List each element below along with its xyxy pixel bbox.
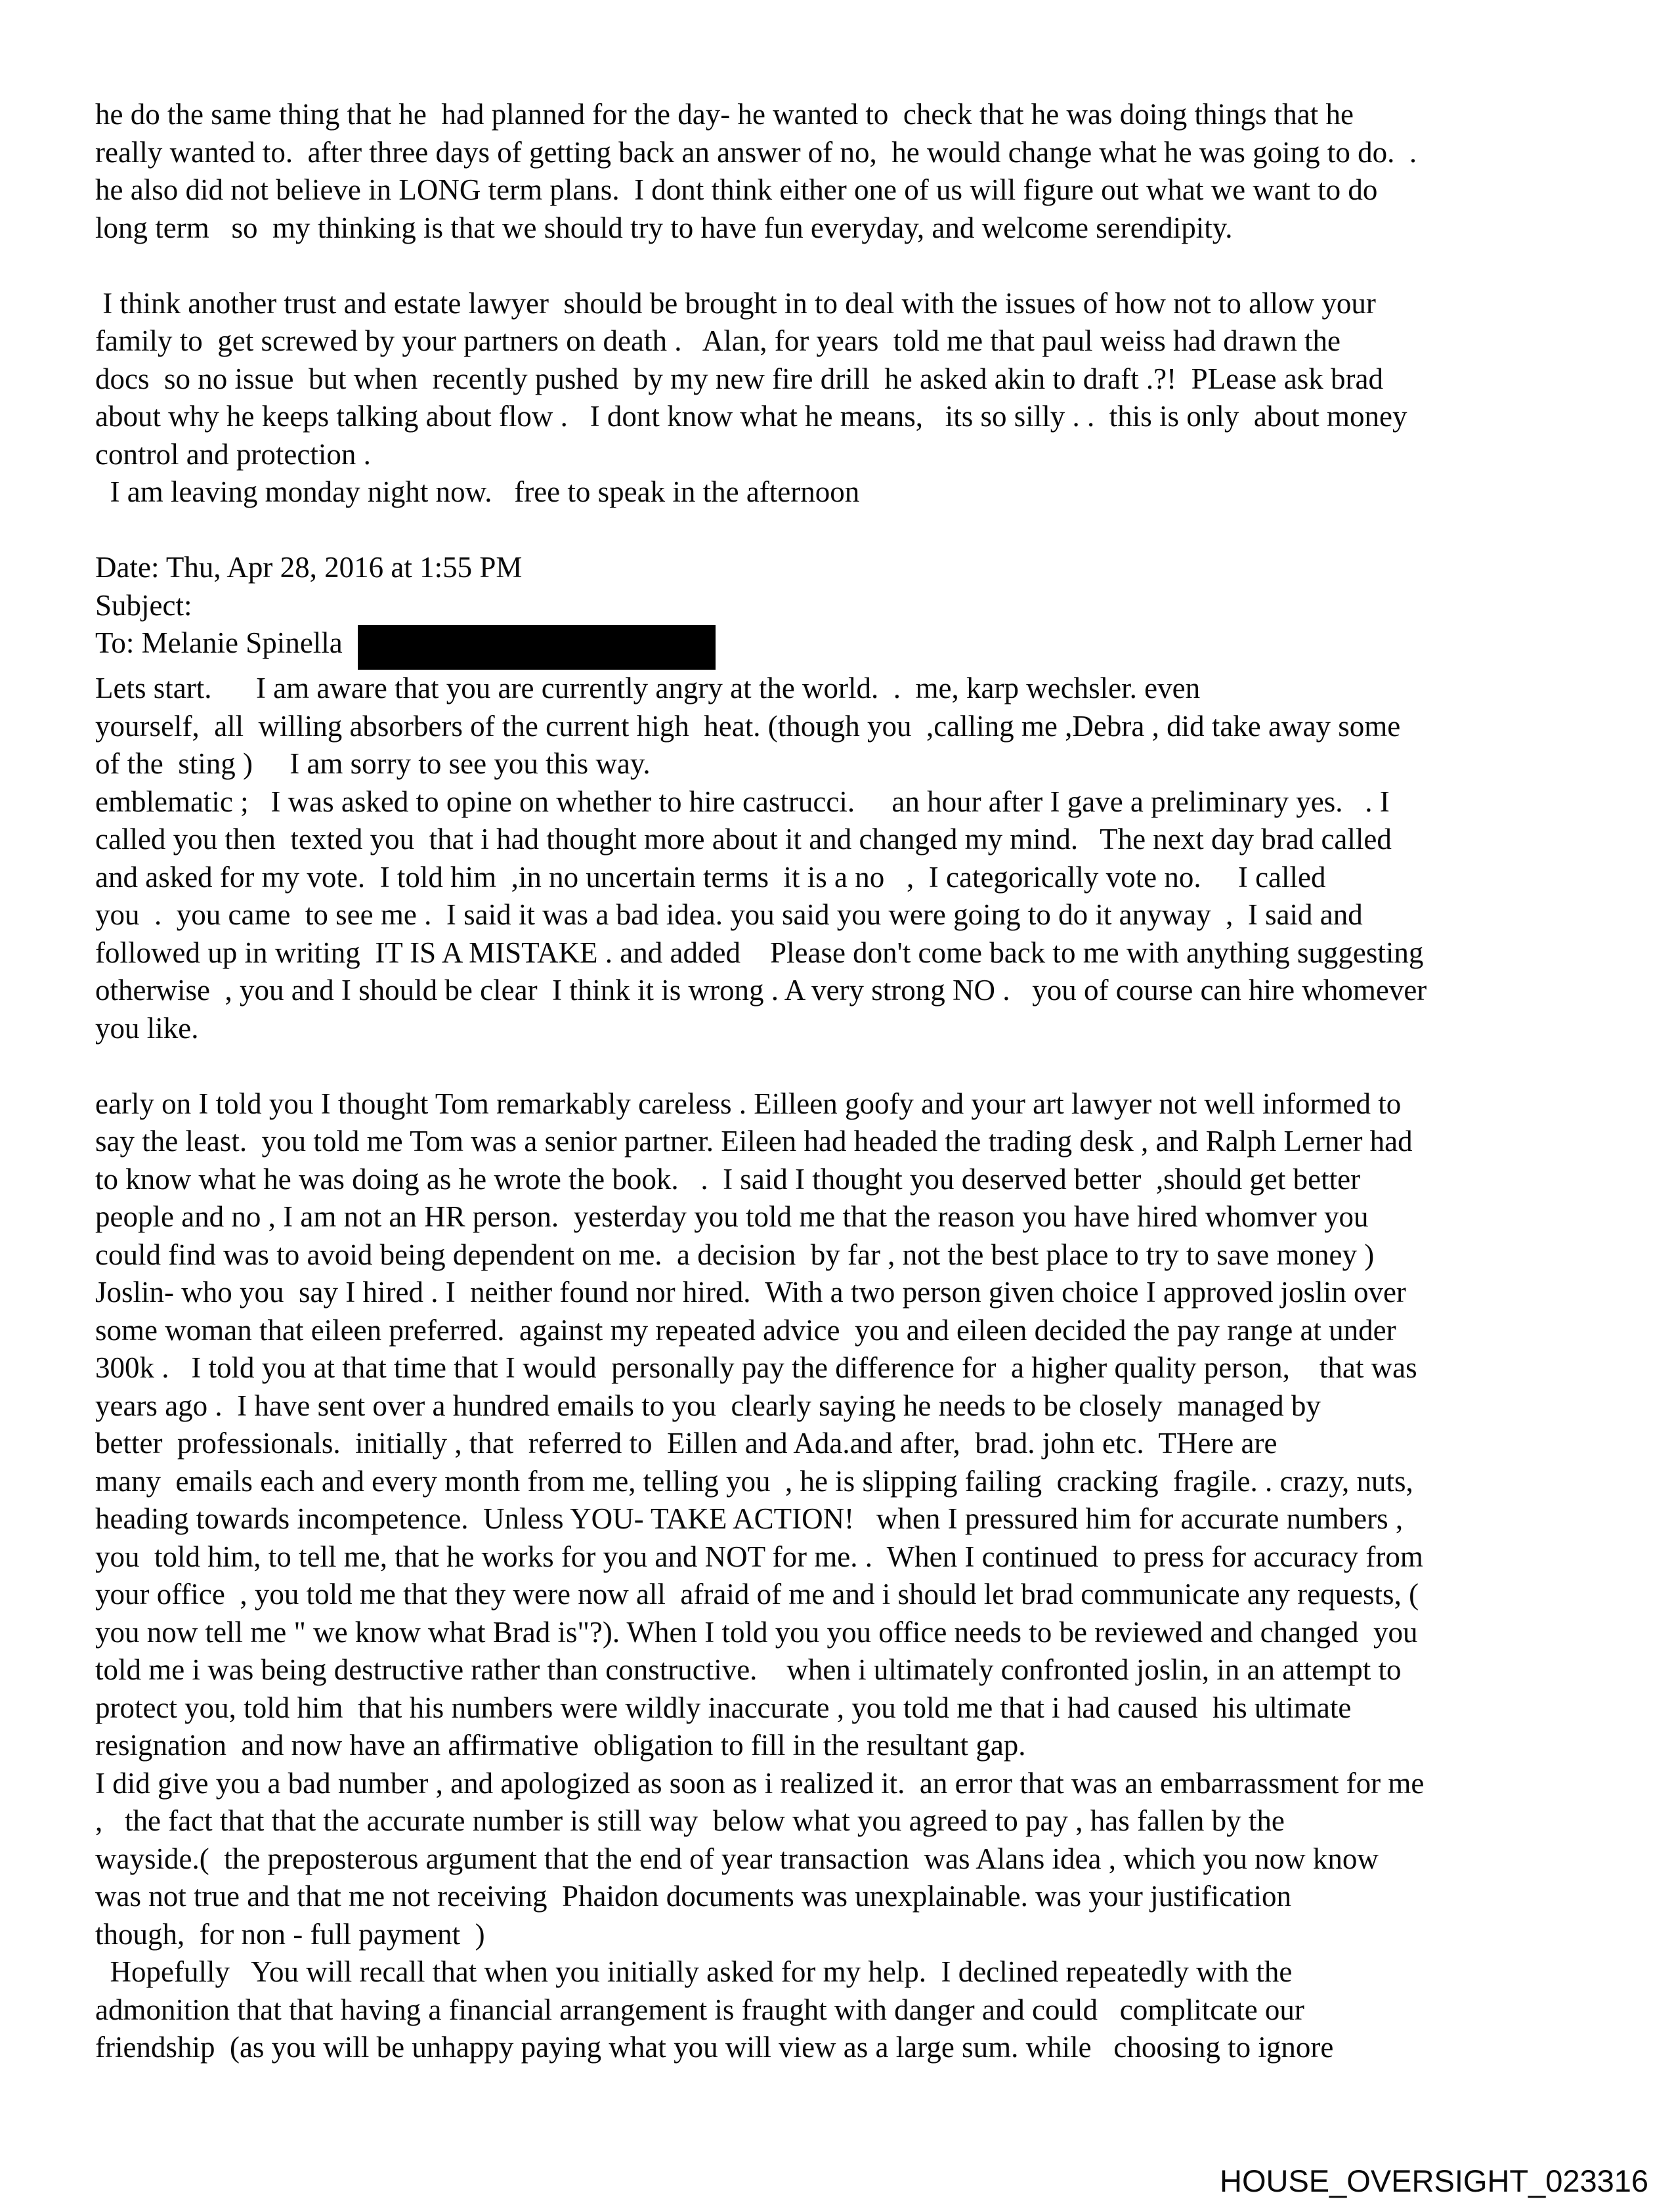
text-line: Subject: xyxy=(95,588,192,622)
text-line: protect you, told him that his numbers were wildly inaccurate , you told me that i had caused his ultimate xyxy=(95,1691,1352,1724)
text-line: really wanted to. after three days of getting back an answer of no, he would change what he was going to do. . xyxy=(95,135,1417,169)
text-line: years ago . I have sent over a hundred emails to you clearly saying he needs to be closely managed by xyxy=(95,1389,1321,1422)
text-line: was not true and that me not receiving Phaidon documents was unexplainable. was your justification xyxy=(95,1880,1292,1913)
text-line: though, for non - full payment ) xyxy=(95,1917,485,1951)
text-line: docs so no issue but when recently pushed by my new fire drill he asked akin to draft .?! PLease ask brad xyxy=(95,362,1383,395)
text-line: long term so my thinking is that we should try to have fun everyday, and welcome serendipity. xyxy=(95,211,1233,244)
redaction-box xyxy=(358,625,716,670)
text-line: Lets start. I am aware that you are currently angry at the world. . me, karp wechsler. even xyxy=(95,672,1201,705)
text-line: otherwise , you and I should be clear I think it is wrong . A very strong NO . you of course can hire whomever xyxy=(95,974,1427,1007)
text-line: 300k . I told you at that time that I would personally pay the difference for a higher quality person, that was xyxy=(95,1351,1417,1384)
text-line: he do the same thing that he had planned for the day- he wanted to check that he was doing things that he xyxy=(95,98,1354,131)
text-line: told me i was being destructive rather than constructive. when i ultimately confronted joslin, in an attempt to xyxy=(95,1653,1402,1686)
text-line: you like. xyxy=(95,1011,199,1045)
text-line: say the least. you told me Tom was a senior partner. Eileen had headed the trading desk , and Ralph Lerner had xyxy=(95,1125,1413,1158)
bates-number: HOUSE_OVERSIGHT_023316 xyxy=(1220,2163,1649,2198)
text-line: could find was to avoid being dependent on me. a decision by far , not the best place to try to save money ) xyxy=(95,1238,1375,1271)
text-line: many emails each and every month from me, telling you , he is slipping failing cracking fragile. . crazy, nuts, xyxy=(95,1464,1413,1498)
text-line: To: Melanie Spinella xyxy=(95,624,1644,670)
text-line: better professionals. initially , that referred to Eillen and Ada.and after, brad. john etc. THere are xyxy=(95,1427,1277,1460)
text-line: admonition that that having a financial arrangement is fraught with danger and could complitcate our xyxy=(95,1993,1304,2026)
text-line: wayside.( the preposterous argument that the end of year transaction was Alans idea , which you now know xyxy=(95,1842,1379,1875)
text-line: you . you came to see me . I said it was a bad idea. you said you were going to do it anyway , I said and xyxy=(95,898,1363,931)
text-line: called you then texted you that i had thought more about it and changed my mind. The next day brad called xyxy=(95,823,1392,856)
text-line: some woman that eileen preferred. against my repeated advice you and eileen decided the pay range at under xyxy=(95,1313,1396,1347)
text-line: I did give you a bad number , and apologized as soon as i realized it. an error that was an embarrassment for me xyxy=(95,1766,1425,1800)
text-line: heading towards incompetence. Unless YOU- TAKE ACTION! when I pressured him for accurate numbers , xyxy=(95,1502,1404,1535)
text-line: to know what he was doing as he wrote the book. . I said I thought you deserved better ,should get better xyxy=(95,1162,1361,1196)
text-line: control and protection . xyxy=(95,437,371,471)
text-line: Hopefully You will recall that when you initially asked for my help. I declined repeatedly with the xyxy=(95,1955,1293,1988)
text-line: you now tell me " we know what Brad is"?). When I told you you office needs to be reviewed and changed you xyxy=(95,1615,1418,1649)
text-line: I think another trust and estate lawyer should be brought in to deal with the issues of how not to allow your xyxy=(95,286,1376,320)
text-line: early on I told you I thought Tom remarkably careless . Eilleen goofy and your art lawyer not well informed to xyxy=(95,1087,1402,1120)
text-line: I am leaving monday night now. free to speak in the afternoon xyxy=(95,475,860,508)
text-line: followed up in writing IT IS A MISTAKE . and added Please don't come back to me with anything suggesting xyxy=(95,936,1424,969)
text-line: he also did not believe in LONG term plans. I dont think either one of us will figure out what we want to do xyxy=(95,173,1378,206)
text-line: Date: Thu, Apr 28, 2016 at 1:55 PM xyxy=(95,551,523,584)
text-line: family to get screwed by your partners on death . Alan, for years told me that paul weiss had drawn the xyxy=(95,324,1341,357)
text-line: about why he keeps talking about flow . I dont know what he means, its so silly . . this is only about money xyxy=(95,400,1407,433)
text-line xyxy=(95,247,1644,285)
email-body xyxy=(95,96,1644,2067)
text-line: Joslin- who you say I hired . I neither found nor hired. With a two person given choice I approved joslin over xyxy=(95,1276,1406,1309)
text-line xyxy=(95,511,1644,550)
text-line: and asked for my vote. I told him ,in no uncertain terms it is a no , I categorically vote no. I called xyxy=(95,860,1326,894)
text-line: resignation and now have an affirmative obligation to fill in the resultant gap. xyxy=(95,1729,1026,1762)
text-line: your office , you told me that they were now all afraid of me and i should let brad communicate any requests, ( xyxy=(95,1578,1419,1611)
text-line: , the fact that that the accurate number is still way below what you agreed to pay , has fallen by the xyxy=(95,1804,1285,1837)
text-line: of the sting ) I am sorry to see you this way. xyxy=(95,747,651,780)
text-line: emblematic ; I was asked to opine on whether to hire castrucci. an hour after I gave a preliminary yes. . I xyxy=(95,785,1390,818)
text-line: friendship (as you will be unhappy paying what you will view as a large sum. while choosing to ignore xyxy=(95,2031,1334,2064)
text-line: people and no , I am not an HR person. yesterday you told me that the reason you have hired whomver you xyxy=(95,1200,1369,1233)
text-line: yourself, all willing absorbers of the current high heat. (though you ,calling me ,Debra , did take away some xyxy=(95,709,1401,743)
text-line: you told him, to tell me, that he works for you and NOT for me. . When I continued to press for accuracy from xyxy=(95,1540,1423,1573)
text-line xyxy=(95,1047,1644,1085)
